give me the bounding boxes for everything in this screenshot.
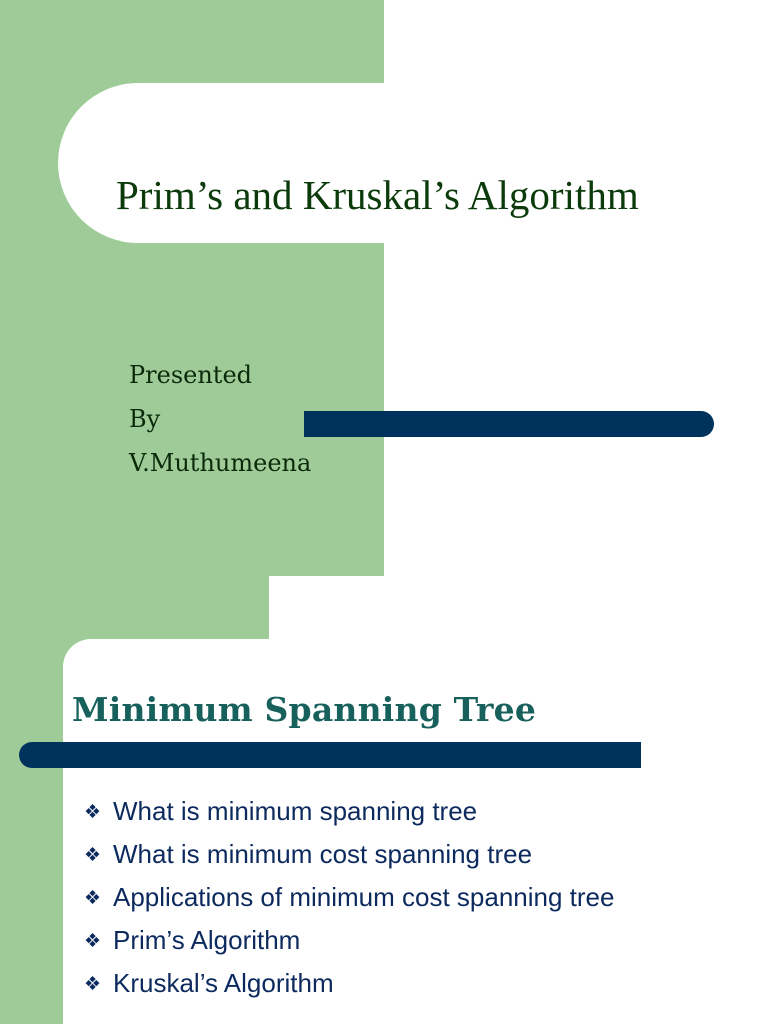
list-item [84,962,614,1005]
bullet-text: Applications of minimum cost spanning tree [113,882,615,912]
bullet-text: Kruskal’s Algorithm [113,968,334,998]
list-item [84,833,614,876]
bullet-text: What is minimum spanning tree [113,796,478,826]
content-slide [0,576,768,1024]
accent-bar [304,411,714,437]
diamond-bullet-icon: ❖ [84,888,102,909]
list-item [84,919,614,962]
presenter-line: By [129,405,161,433]
bullet-text: Prim’s Algorithm [113,925,301,955]
presenter-name: V.Muthumeena [129,449,312,477]
bullet-list [84,790,614,1005]
bullet-text: What is minimum cost spanning tree [113,839,533,869]
presenter-block [129,353,311,485]
diamond-bullet-icon: ❖ [84,802,102,823]
slide-title: Minimum Spanning Tree [72,690,537,729]
list-item [84,876,614,919]
diamond-bullet-icon: ❖ [84,845,102,866]
slide-title: Prim’s and Kruskal’s Algorithm [116,172,639,218]
accent-bar [19,742,641,768]
list-item [84,790,614,833]
diamond-bullet-icon: ❖ [84,931,102,952]
presenter-line: Presented [129,361,253,389]
diamond-bullet-icon: ❖ [84,974,102,995]
